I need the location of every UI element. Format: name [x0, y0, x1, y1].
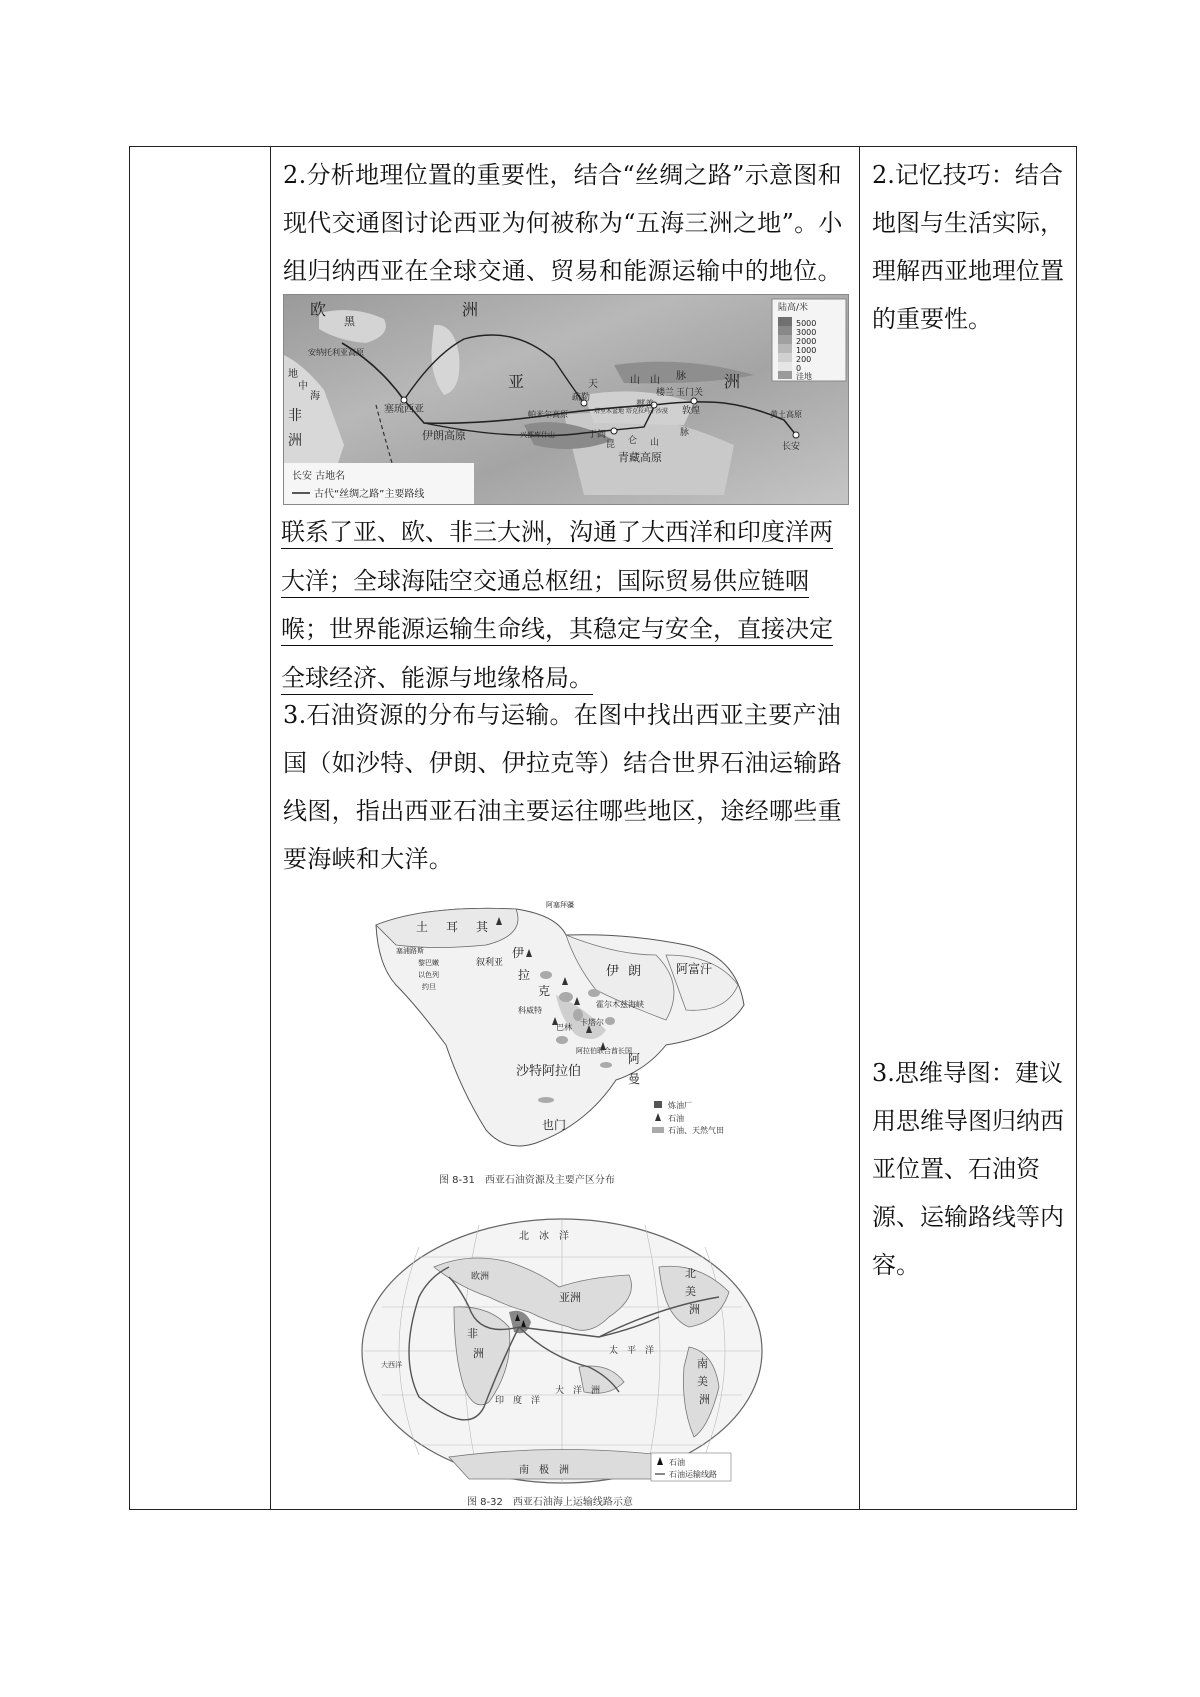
world-label-indian: 印 度 洋 — [495, 1396, 541, 1406]
activity-2-prompt: 2.分析地理位置的重要性，结合“丝绸之路”示意图和现代交通图讨论西亚为何被称为“五海三洲之地”。小组归纳西亚在全球交通、贸易和能源运输中的地位。 — [283, 161, 843, 285]
oil-label-iran-1: 伊 — [606, 964, 620, 979]
notes-cell — [860, 147, 1076, 1509]
label-hindu-kush: 兴都库什山 — [520, 431, 555, 439]
oil-label-oman-2: 曼 — [628, 1072, 641, 1086]
label-yumen: 玉门关 — [676, 388, 704, 398]
world-label-pacific: 太 平 洋 — [609, 1346, 655, 1356]
label-pamir: 帕米尔高原 — [528, 410, 568, 419]
label-med-3: 海 — [310, 391, 320, 402]
oil-label-lebanon: 黎巴嫩 — [418, 959, 439, 967]
oil-legend-oil: 石油 — [668, 1114, 684, 1123]
world-label-africa-1: 非 — [467, 1327, 478, 1340]
memory-tip-note: 2.记忆技巧：结合地图与生活实际，理解西亚地理位置的重要性。 — [872, 161, 1064, 333]
world-label-arctic: 北 冰 洋 — [519, 1231, 569, 1242]
elev-depression: 洼地 — [796, 372, 812, 381]
label-seleucia: 塞琉西亚 — [384, 404, 424, 415]
oil-label-iraq-3: 克 — [538, 984, 551, 998]
oil-shipping-map — [359, 1217, 765, 1491]
label-tianshan-2: 山 — [630, 375, 640, 386]
world-label-na-2: 美 — [685, 1285, 696, 1298]
oil-label-gulf: 霍尔木兹海峡 — [596, 1000, 644, 1009]
silk-road-map — [283, 294, 849, 505]
label-changan: 长安 — [782, 442, 801, 452]
world-label-na-1: 北 — [685, 1267, 696, 1280]
elevation-legend-title: 陆高/米 — [778, 303, 809, 313]
activity-3-prompt: 3.石油资源的分布与运输。在图中找出西亚主要产油国（如沙特、伊朗、伊拉克等）结合世界石油运输路线图，指出西亚石油主要运往哪些地区，途经哪些重要海峡和大洋。 — [283, 701, 842, 873]
elev-200: 200 — [796, 355, 812, 364]
label-anatolia: 安纳托利亚高原 — [308, 348, 364, 357]
label-med-1: 地 — [288, 369, 298, 380]
label-africa-2: 洲 — [288, 433, 302, 449]
oil-label-israel: 以色列 — [418, 971, 439, 979]
label-shanshan: 鄯善 — [636, 400, 655, 410]
world-label-na-3: 洲 — [689, 1303, 700, 1316]
elev-1000: 1000 — [796, 346, 817, 355]
label-khotan: 于阗 — [588, 430, 607, 440]
world-label-sa-2: 美 — [697, 1375, 708, 1388]
oil-label-afghanistan: 阿富汗 — [676, 962, 713, 976]
elev-3000: 3000 — [796, 328, 817, 337]
activity-2-answer — [281, 508, 849, 702]
oil-label-kuwait: 科威特 — [518, 1006, 542, 1015]
fig-8-32-caption: 图 8-32 西亚石油海上运输线路示意 — [467, 1497, 633, 1508]
oil-label-uae: 阿拉伯联合酋长国 — [576, 1047, 632, 1055]
fig-8-31-caption: 图 8-31 西亚石油资源及主要产区分布 — [439, 1175, 615, 1186]
label-asia-1: 亚 — [508, 372, 525, 391]
oil-label-iran-2: 朗 — [628, 964, 642, 979]
mind-map-note: 3.思维导图：建议用思维导图归纳西亚位置、石油资源、运输路线等内容。 — [872, 1059, 1064, 1279]
label-dunhuang: 敦煌 — [682, 406, 701, 416]
oil-legend-oilgas: 石油、天然气田 — [668, 1126, 724, 1135]
label-asia-2: 洲 — [724, 372, 741, 391]
label-tianshan-4: 脉 — [676, 371, 686, 382]
world-legend-route: 石油运输线路 — [669, 1470, 717, 1479]
label-loulan: 楼兰 — [656, 388, 675, 398]
oil-label-syria: 叙利亚 — [476, 958, 504, 968]
oil-label-saudi: 沙特阿拉伯 — [516, 1064, 582, 1079]
label-kunlun-4: 脉 — [680, 428, 690, 438]
label-kashgar: 疏勒 — [572, 393, 591, 403]
label-europe-1: 欧 — [310, 300, 327, 319]
label-loess: 黄土高原 — [770, 410, 802, 419]
lesson-table — [129, 146, 1077, 1510]
oil-label-qatar: 卡塔尔 — [580, 1018, 604, 1027]
world-label-oceania: 大 洋 洲 — [555, 1386, 601, 1396]
label-tianshan-1: 天 — [588, 379, 598, 390]
elev-5000: 5000 — [796, 319, 817, 328]
oil-label-baku: 阿塞拜疆 — [546, 901, 574, 909]
legend-city: 长安 古地名 — [292, 471, 346, 482]
oil-label-yemen: 也门 — [542, 1118, 567, 1132]
activity-cell — [271, 147, 859, 1509]
answer-text: 联系了亚、欧、非三大洲，沟通了大西洋和印度洋两大洋；全球海陆空交通总枢纽；国际贸易供应链咽喉；世界能源运输生命线，其稳定与安全，直接决定全球经济、能源与地缘格局。 — [281, 518, 833, 692]
label-qinghai-tibet: 青藏高原 — [618, 451, 662, 464]
oil-legend-refinery: 炼油厂 — [668, 1101, 692, 1110]
label-taklamakan: 塔里木盆地 塔克拉玛干沙漠 — [594, 408, 668, 415]
world-label-sa-3: 洲 — [699, 1393, 710, 1406]
label-tianshan-3: 山 — [650, 375, 660, 386]
elev-0: 0 — [796, 364, 802, 373]
label-kunlun-2: 仑 — [628, 436, 638, 446]
label-med-2: 中 — [298, 381, 308, 392]
legend-route: 古代“丝绸之路”主要路线 — [314, 489, 425, 500]
oil-label-oman-1: 阿 — [628, 1052, 641, 1066]
label-iran-plateau: 伊朗高原 — [422, 429, 466, 442]
label-kunlun-3: 山 — [650, 438, 660, 448]
world-label-africa-2: 洲 — [473, 1347, 484, 1360]
label-kunlun-1: 昆 — [606, 440, 616, 450]
world-label-atlantic: 大西洋 — [381, 1361, 402, 1369]
label-black-sea: 黑 — [344, 315, 355, 328]
oil-label-cyprus: 塞浦路斯 — [396, 947, 424, 955]
oil-label-turkey-3: 其 — [476, 920, 489, 934]
world-label-antarctica: 南 极 洲 — [519, 1465, 569, 1476]
label-africa-1: 非 — [288, 408, 302, 424]
elev-2000: 2000 — [796, 337, 817, 346]
world-label-sa-1: 南 — [697, 1357, 708, 1370]
label-europe-2: 洲 — [462, 300, 479, 319]
oil-label-turkey-2: 耳 — [446, 920, 459, 934]
world-legend-oil: 石油 — [669, 1458, 685, 1467]
oil-label-jordan: 约旦 — [422, 983, 436, 991]
oil-label-iraq-1: 伊 — [512, 946, 525, 960]
oil-label-turkey-1: 土 — [416, 920, 429, 934]
oil-label-bahrain: 巴林 — [556, 1023, 572, 1032]
world-label-europe: 欧洲 — [471, 1272, 490, 1282]
oil-label-iraq-2: 拉 — [518, 968, 531, 982]
world-label-asia: 亚洲 — [559, 1291, 581, 1304]
oil-distribution-map — [366, 895, 748, 1165]
